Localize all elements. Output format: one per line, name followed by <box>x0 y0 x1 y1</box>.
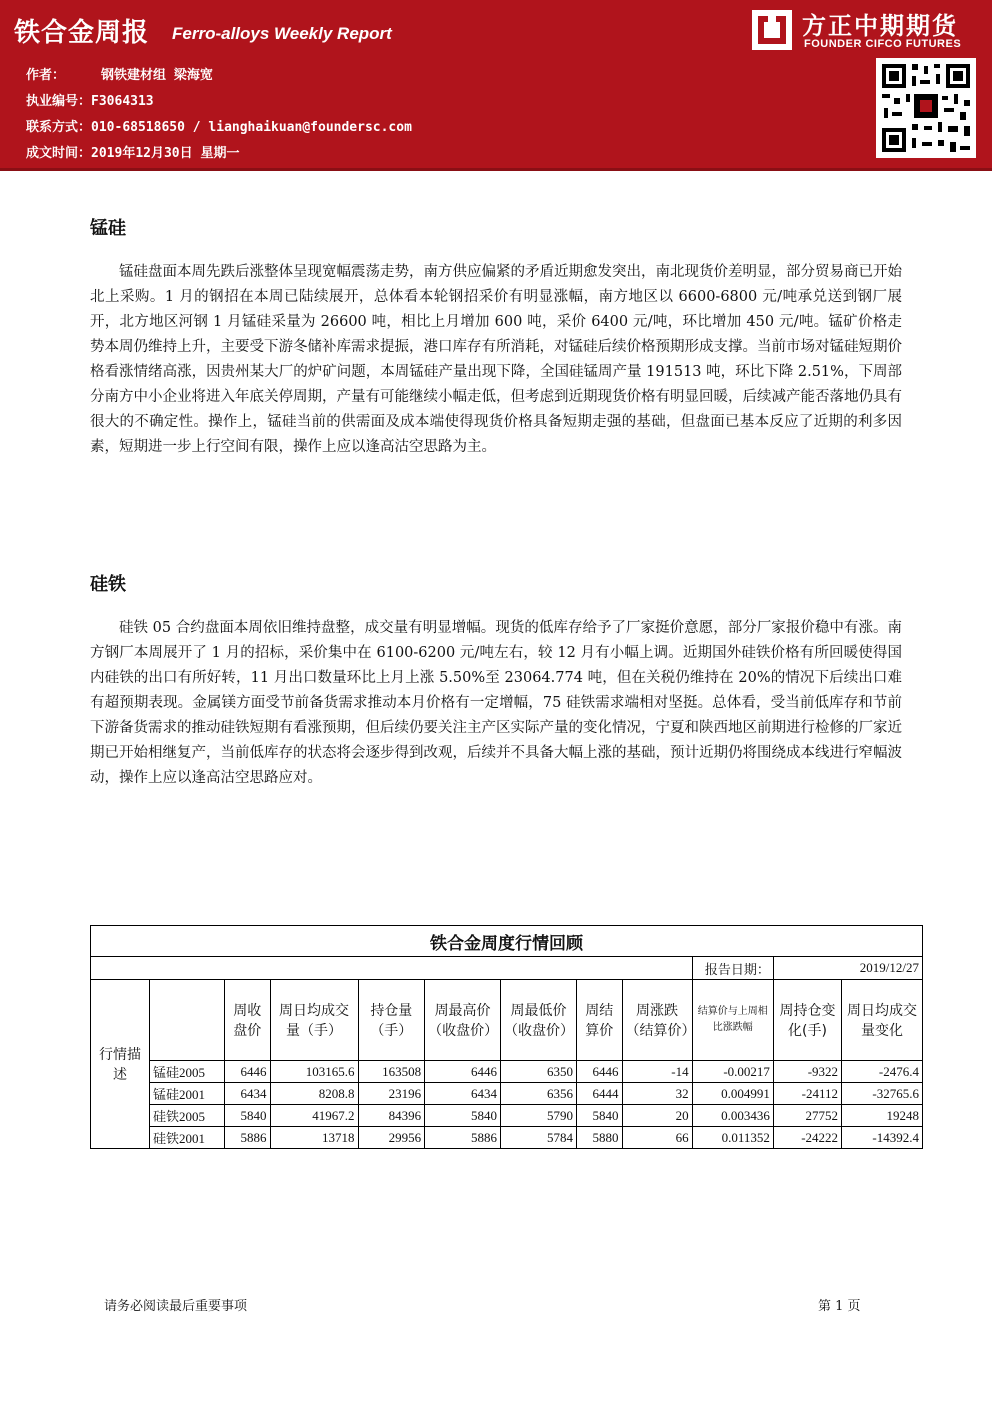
row-group-label: 行情描述 <box>91 980 150 1149</box>
row-label: 硅铁2001 <box>150 1127 225 1149</box>
cell: 5840 <box>425 1105 501 1127</box>
col-header: 周涨跌（结算价） <box>622 980 692 1061</box>
col-header: 周结算价 <box>576 980 622 1061</box>
cell: 0.011352 <box>692 1127 773 1149</box>
cell: 0.004991 <box>692 1083 773 1105</box>
section-heading-mnsi: 锰硅 <box>90 218 126 239</box>
cell: 6446 <box>576 1061 622 1083</box>
cell: 41967.2 <box>270 1105 358 1127</box>
cell: 103165.6 <box>270 1061 358 1083</box>
cell: 13718 <box>270 1127 358 1149</box>
table-date-spacer <box>91 957 693 980</box>
cell: -14 <box>622 1061 692 1083</box>
cell: 6434 <box>225 1083 271 1105</box>
cell: 5840 <box>225 1105 271 1127</box>
cell: 6350 <box>501 1061 577 1083</box>
cell: -24112 <box>773 1083 841 1105</box>
report-title: 铁合金周报 <box>14 18 150 48</box>
logo-en-text: FOUNDER CIFCO FUTURES <box>804 38 962 50</box>
section-body-mnsi: 锰硅盘面本周先跌后涨整体呈现宽幅震荡走势，南方供应偏紧的矛盾近期愈发突出，南北现货价差明显，部分贸易商已开始北上采购。1 月的钢招在本周已陆续展开，总体看本轮钢招采价有明显涨幅，南方地区以 6600-6800 元/吨承兑送到钢厂展开，北方地区河钢 1 月锰硅采量为 26600 吨，相比上月增加 600 吨，采价 6400 元/吨，环比增加 450 元/吨。锰矿价格走势本周仍维持上升，主要受下游冬储补库需求提振，港口库存有所消耗，对锰硅后续价格预期形成支撑。当前市场对锰硅短期价格看涨情绪高涨，因贵州某大厂的炉矿问题，本周锰硅产量出现下降，全国硅锰周产量 191513 吨，环比下降 2.51%，下周部分南方中小企业将进入年底关停周期，产量有可能继续小幅走低，但考虑到近期现货价格有明显回暖，后续减产能否落地仍具有很大的不确定性。操作上，锰硅当前的供需面及成本端使得现货价格具备短期走强的基础，但盘面已基本反应了近期的利多因素，短期进一步上行空间有限，操作上应以逢高沽空思路为主。 <box>90 264 902 455</box>
row-label: 硅铁2005 <box>150 1105 225 1127</box>
table-row <box>91 1061 923 1083</box>
license-line <box>26 90 154 109</box>
contact-line <box>26 116 412 135</box>
cell: 20 <box>622 1105 692 1127</box>
table-date-label: 报告日期： <box>692 957 773 980</box>
cell: 8208.8 <box>270 1083 358 1105</box>
license-value: F3064313 <box>91 94 154 109</box>
qr-code-icon <box>876 58 976 158</box>
cell: -2476.4 <box>842 1061 923 1083</box>
cell: 66 <box>622 1127 692 1149</box>
license-label: 执业编号： <box>26 94 92 109</box>
table-title: 铁合金周度行情回顾 <box>91 926 923 957</box>
cell: 6446 <box>225 1061 271 1083</box>
logo-mark-icon <box>752 10 792 50</box>
author-value: 钢铁建材组 梁海宽 <box>101 68 213 83</box>
header-blank <box>150 980 225 1061</box>
table-row <box>91 1105 923 1127</box>
cell: 23196 <box>358 1083 425 1105</box>
cell: -9322 <box>773 1061 841 1083</box>
row-label: 锰硅2001 <box>150 1083 225 1105</box>
logo-cn-text: 方正中期期货 <box>802 12 958 40</box>
col-header: 结算价与上周相比涨跌幅 <box>692 980 773 1061</box>
cell: 5840 <box>576 1105 622 1127</box>
section-heading-fesi: 硅铁 <box>90 574 126 595</box>
contact-value: 010-68518650 / lianghaikuan@foundersc.com <box>91 120 412 135</box>
col-header: 持仓量（手） <box>358 980 425 1061</box>
page-number: 第 1 页 <box>818 1299 861 1314</box>
table-row <box>91 1083 923 1105</box>
cell: 29956 <box>358 1127 425 1149</box>
cell: -24222 <box>773 1127 841 1149</box>
col-header: 周日均成交量（手） <box>270 980 358 1061</box>
section-body-fesi: 硅铁 05 合约盘面本周依旧维持盘整，成交量有明显增幅。现货的低库存给予了厂家挺价意愿，部分厂家报价稳中有涨。南方钢厂本周展开了 1 月的招标，采价集中在 6100-6200 元/吨左右，较 12 月有小幅上调。近期国外硅铁价格有所回暖使得国内硅铁的出口有所好转，11 月出口数量环比上月上涨 5.50%至 23064.774 吨，但在关税仍维持在 20%的情况下后续出口难有超预期表现。金属镁方面受节前备货需求推动本月价格有一定增幅，75 硅铁需求端相对坚挺。总体看，受当前低库存和节前下游备货需求的推动硅铁短期有看涨预期，但后续仍要关注主产区实际产量的变化情况，宁夏和陕西地区前期进行检修的厂家近期已开始相继复产，当前低库存的状态将会逐步得到改观，后续并不具备大幅上涨的基础，预计近期仍将围绕成本线进行窄幅波动，操作上应以逢高沽空思路应对。 <box>90 620 902 786</box>
cell: 6434 <box>425 1083 501 1105</box>
date-line <box>26 142 239 161</box>
author-label: 作者： <box>26 68 66 83</box>
cell: -14392.4 <box>842 1127 923 1149</box>
cell: 5880 <box>576 1127 622 1149</box>
date-label: 成文时间： <box>26 146 92 161</box>
col-header: 周持仓变化(手) <box>773 980 841 1061</box>
date-value: 2019年12月30日 星期一 <box>91 146 240 161</box>
author-line <box>26 64 213 83</box>
cell: 84396 <box>358 1105 425 1127</box>
cell: 32 <box>622 1083 692 1105</box>
col-header: 周最低价（收盘价） <box>501 980 577 1061</box>
company-logo <box>752 6 984 56</box>
table-date-value: 2019/12/27 <box>773 957 922 980</box>
col-header: 周收盘价 <box>225 980 271 1061</box>
cell: 6356 <box>501 1083 577 1105</box>
report-title-en: Ferro-alloys Weekly Report <box>172 24 392 43</box>
cell: 6446 <box>425 1061 501 1083</box>
col-header: 周最高价（收盘价） <box>425 980 501 1061</box>
cell: 19248 <box>842 1105 923 1127</box>
cell: 0.003436 <box>692 1105 773 1127</box>
report-header <box>0 0 992 171</box>
footer-notice: 请务必阅读最后重要事项 <box>104 1299 248 1314</box>
cell: 5886 <box>225 1127 271 1149</box>
weekly-review-table <box>90 925 923 1149</box>
cell: 6444 <box>576 1083 622 1105</box>
cell: 5886 <box>425 1127 501 1149</box>
cell: 5784 <box>501 1127 577 1149</box>
cell: 163508 <box>358 1061 425 1083</box>
col-header: 周日均成交量变化 <box>842 980 923 1061</box>
contact-label: 联系方式： <box>26 120 92 135</box>
cell: -32765.6 <box>842 1083 923 1105</box>
table-row <box>91 1127 923 1149</box>
cell: -0.00217 <box>692 1061 773 1083</box>
row-label: 锰硅2005 <box>150 1061 225 1083</box>
cell: 5790 <box>501 1105 577 1127</box>
cell: 27752 <box>773 1105 841 1127</box>
